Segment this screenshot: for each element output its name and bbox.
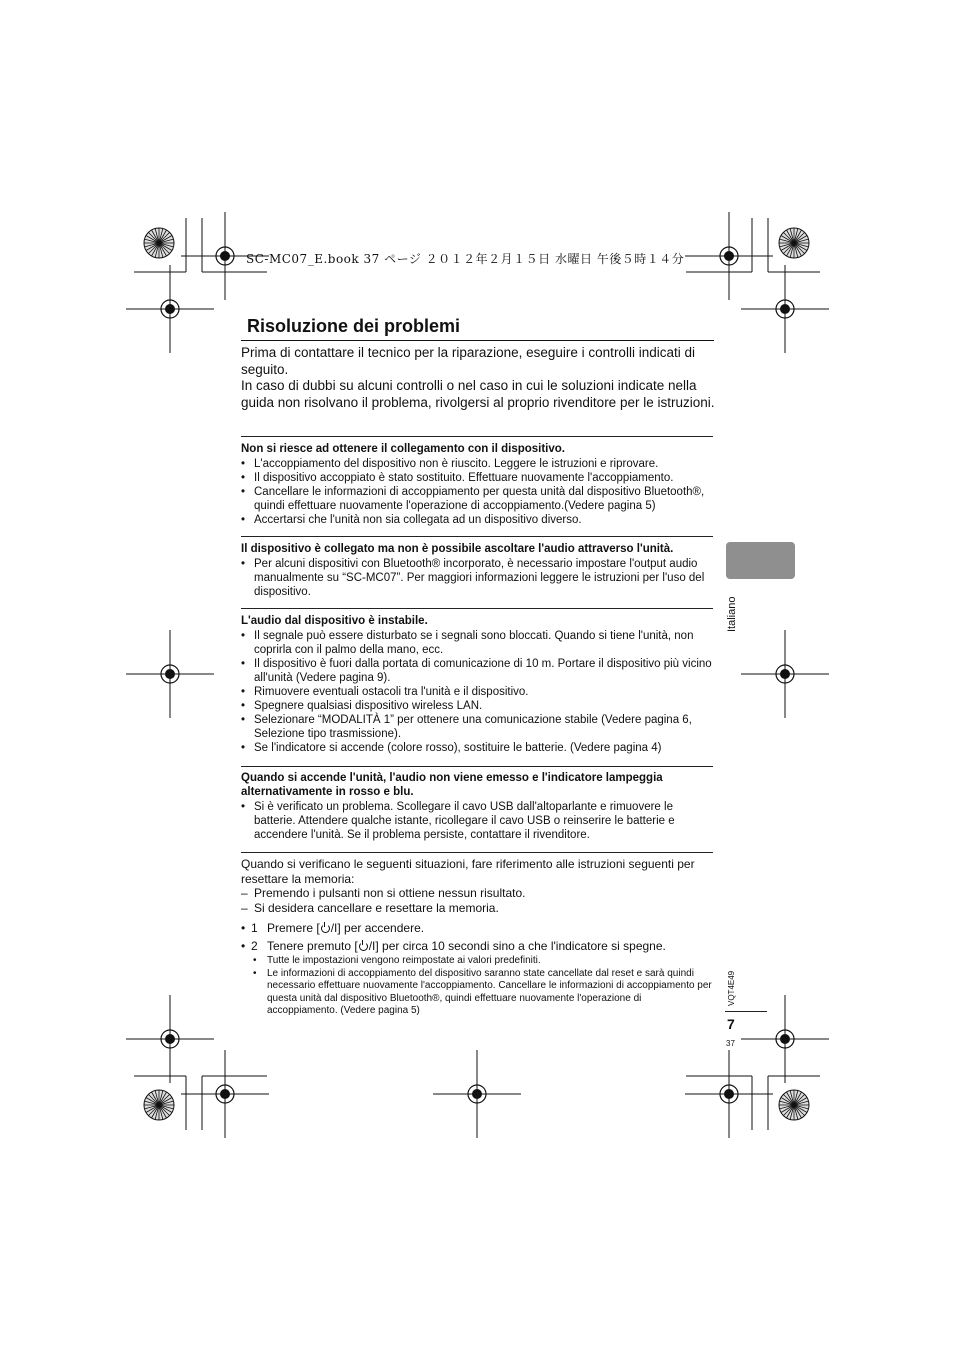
section-rule: [241, 536, 713, 537]
power-icon: [359, 942, 368, 951]
page-number: 7: [727, 1016, 735, 1032]
section-reset: [241, 857, 713, 1018]
section-connection: [241, 442, 713, 527]
side-language-label: Italiano: [726, 596, 738, 632]
registration-crosshair: [685, 1050, 773, 1138]
section-heading: Quando si accende l'unità, l'audio non viene emesso e l'indicatore lampeggia alternativamente in rosso e blu.: [241, 772, 663, 798]
intro-text: [241, 345, 715, 411]
list-item: • Accertarsi che l'unità non sia collegata ad un dispositivo diverso.: [241, 513, 713, 527]
registration-rosette: [144, 228, 174, 258]
reset-intro: Quando si verificano le seguenti situazioni, fare riferimento alle istruzioni seguenti per resettare la memoria:: [241, 857, 695, 886]
registration-rosette: [779, 1090, 809, 1120]
section-blinking-indicator: [241, 771, 713, 842]
reset-note: • Le informazioni di accoppiamento del dispositivo saranno state cancellate dal reset e sarà quindi necessario effettuare nuovamente l'accoppiamento. Cancellare le informazioni di accoppiamento per questa unità dal dispositivo Bluetooth®, quindi effettuare nuovamente l'operazione di accoppiamento. (Vedere pagina 5): [241, 968, 713, 1018]
list-item: • Il dispositivo è fuori dalla portata di comunicazione di 10 m. Portare il dispositivo più vicino all'unità (Vedere pagina 9).: [241, 657, 713, 685]
reset-case: – Premendo i pulsanti non si ottiene nessun risultato.: [241, 886, 713, 901]
registration-crosshair: [433, 1050, 521, 1138]
section-rule: [241, 766, 713, 767]
power-icon: [321, 924, 330, 933]
section-no-audio: [241, 542, 713, 599]
reset-step: • 1 Premere [ /I] per accendere.: [241, 920, 713, 937]
list-item: • Si è verificato un problema. Scollegare il cavo USB dall'altoparlante e rimuovere le batterie. Attendere qualche istante, ricollegare il cavo USB o reinserire le batterie e accendere l'unità. Se il problema persiste, contattare il rivenditore.: [241, 800, 713, 842]
intro-paragraph: In caso di dubbi su alcuni controlli o nel caso in cui le soluzioni indicate nella guida non risolvano il problema, rivolgersi al proprio rivenditore per le istruzioni.: [241, 378, 715, 410]
list-item: • Rimuovere eventuali ostacoli tra l'unità e il dispositivo.: [241, 685, 713, 699]
registration-crosshair: [741, 265, 829, 353]
registration-crosshair: [685, 212, 773, 300]
section-heading: Non si riesce ad ottenere il collegamento con il dispositivo.: [241, 443, 565, 455]
page-number-rule: [725, 1011, 767, 1012]
book-page-number: 37: [726, 1039, 735, 1048]
registration-crosshair: [126, 995, 214, 1083]
list-item: • Se l'indicatore si accende (colore rosso), sostituire le batterie. (Vedere pagina 4): [241, 741, 713, 755]
registration-crosshair: [181, 1050, 269, 1138]
file-header: SC-MC07_E.book 37 ページ ２０１２年２月１５日 水曜日 午後５時１４分: [246, 252, 685, 266]
registration-crosshair: [126, 630, 214, 718]
doc-code: VQT4E49: [727, 970, 736, 1006]
registration-rosette: [144, 1090, 174, 1120]
list-item: • Spegnere qualsiasi dispositivo wireless LAN.: [241, 699, 713, 713]
registration-crosshair: [741, 995, 829, 1083]
list-item: • Per alcuni dispositivi con Bluetooth® incorporato, è necessario impostare l'output audio manualmente su “SC-MC07”. Per maggiori informazioni leggere le istruzioni per l'uso del dispositivo.: [241, 557, 713, 599]
reset-case: – Si desidera cancellare e resettare la memoria.: [241, 901, 713, 916]
list-item: • Il segnale può essere disturbato se i segnali sono bloccati. Quando si tiene l'unità, non coprirla con il palmo della mano, ecc.: [241, 629, 713, 657]
language-tab: [726, 542, 795, 579]
registration-crosshair: [741, 630, 829, 718]
list-item: • Il dispositivo accoppiato è stato sostituito. Effettuare nuovamente l'accoppiamento.: [241, 471, 713, 485]
section-rule: [241, 436, 713, 437]
intro-paragraph: Prima di contattare il tecnico per la riparazione, eseguire i controlli indicati di seguito.: [241, 345, 695, 377]
section-heading: L'audio dal dispositivo è instabile.: [241, 615, 428, 627]
list-item: • L'accoppiamento del dispositivo non è riuscito. Leggere le istruzioni e riprovare.: [241, 457, 713, 471]
page-title: Risoluzione dei problemi: [247, 316, 461, 336]
reset-step: • 2 Tenere premuto [ /I] per circa 10 secondi sino a che l'indicatore si spegne.: [241, 938, 713, 955]
section-unstable-audio: [241, 614, 713, 755]
list-item: • Selezionare “MODALITÀ 1” per ottenere una comunicazione stabile (Vedere pagina 6, Selezione tipo trasmissione).: [241, 713, 713, 741]
section-heading: Il dispositivo è collegato ma non è possibile ascoltare l'audio attraverso l'unità.: [241, 543, 674, 555]
list-item: • Cancellare le informazioni di accoppiamento per questa unità dal dispositivo Bluetooth®, quindi effettuare nuovamente l'operazione di accoppiamento.(Vedere pagina 5): [241, 485, 713, 513]
registration-rosette: [779, 228, 809, 258]
section-rule: [241, 608, 713, 609]
registration-crosshair: [126, 265, 214, 353]
section-rule: [241, 852, 713, 853]
title-rule: [241, 340, 714, 341]
reset-note: • Tutte le impostazioni vengono reimpostate ai valori predefiniti.: [241, 955, 713, 968]
